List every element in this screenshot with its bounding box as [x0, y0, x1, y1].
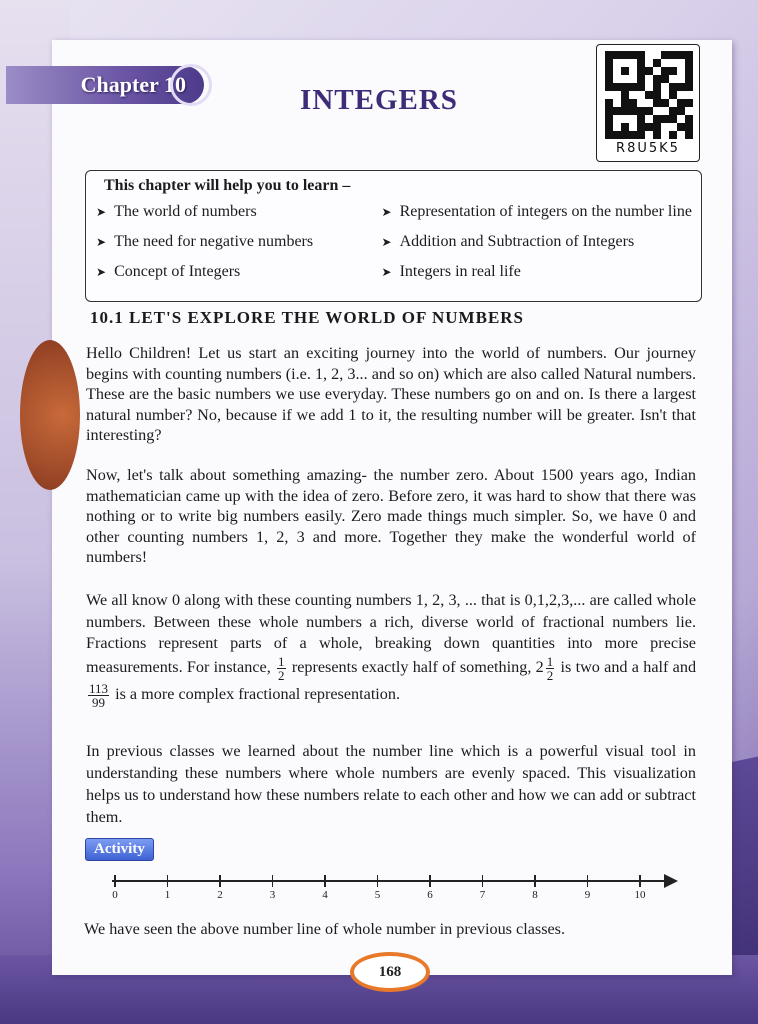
qr-module	[613, 91, 621, 99]
qr-module	[621, 75, 629, 83]
qr-module	[621, 83, 629, 91]
qr-module	[605, 91, 613, 99]
qr-module	[653, 115, 661, 123]
qr-code-text: R8U5K5	[616, 141, 680, 156]
qr-module	[645, 67, 653, 75]
number-line-tick	[587, 875, 589, 887]
paragraph-natural-numbers: Hello Children! Let us start an exciting journey into the world of numbers. Our journey begins with counting numbers (i.e. 1, 2, 3... and so on) which are also called Natural numbers. These are the basic numbers we use everyday. These numbers go on and on. Is there a largest natural number? No, because if we add 1 to it, the resulting number will be greater. Isn't that interesting?	[86, 344, 696, 444]
qr-module	[613, 99, 621, 107]
qr-module	[613, 59, 621, 67]
qr-module	[613, 67, 621, 75]
qr-module	[629, 123, 637, 131]
qr-module	[685, 67, 693, 75]
qr-module	[685, 123, 693, 131]
objective-item: ➤ Representation of integers on the number line	[381, 203, 692, 220]
qr-module	[669, 131, 677, 139]
qr-module	[685, 51, 693, 59]
qr-module	[605, 51, 613, 59]
qr-module	[669, 99, 677, 107]
qr-module	[645, 91, 653, 99]
objective-item: ➤ The world of numbers	[96, 203, 257, 220]
qr-module	[661, 107, 669, 115]
number-line-label: 2	[217, 889, 223, 901]
number-line-tick	[219, 875, 221, 887]
qr-module	[621, 123, 629, 131]
qr-module	[637, 83, 645, 91]
qr-module	[653, 51, 661, 59]
qr-module	[629, 131, 637, 139]
fraction-one-half: $\frac{1}{2}$	[278, 653, 285, 683]
qr-module	[653, 107, 661, 115]
number-line-tick	[377, 875, 379, 887]
qr-module	[637, 75, 645, 83]
objectives-right-column	[382, 199, 691, 289]
qr-module	[605, 99, 613, 107]
qr-module	[645, 107, 653, 115]
qr-module	[669, 91, 677, 99]
objective-item: ➤ The need for negative numbers	[96, 233, 314, 250]
number-line-label: 0	[112, 889, 118, 901]
qr-module	[661, 75, 669, 83]
qr-module	[653, 91, 661, 99]
arrow-bullet-icon: ➤	[381, 205, 392, 219]
qr-module	[629, 67, 637, 75]
qr-module	[613, 51, 621, 59]
qr-module	[645, 59, 653, 67]
qr-module	[661, 83, 669, 91]
qr-module	[661, 99, 669, 107]
qr-module	[637, 91, 645, 99]
arrow-right-icon	[664, 874, 678, 888]
qr-module	[685, 91, 693, 99]
qr-module	[661, 115, 669, 123]
qr-module	[629, 59, 637, 67]
qr-module	[621, 59, 629, 67]
qr-module	[629, 75, 637, 83]
number-line-label: 4	[322, 889, 328, 901]
chapter-title: INTEGERS	[300, 84, 458, 116]
qr-module	[677, 75, 685, 83]
number-line-label: 1	[164, 889, 171, 901]
qr-module	[629, 91, 637, 99]
chapter-label: Chapter 10	[80, 72, 186, 97]
learning-objectives-box	[85, 170, 702, 302]
arrow-bullet-icon: ➤	[96, 205, 107, 219]
qr-module	[621, 131, 629, 139]
qr-module	[669, 123, 677, 131]
qr-module	[669, 51, 677, 59]
qr-module	[677, 83, 685, 91]
qr-module	[629, 107, 637, 115]
qr-module	[605, 83, 613, 91]
arrow-bullet-icon: ➤	[96, 235, 107, 249]
objective-item: ➤ Integers in real life	[381, 263, 521, 280]
qr-module	[645, 75, 653, 83]
qr-module	[613, 123, 621, 131]
arrow-bullet-icon: ➤	[96, 265, 107, 279]
margin-thumb-decor	[20, 340, 80, 490]
qr-module	[637, 115, 645, 123]
qr-module	[605, 131, 613, 139]
qr-module	[669, 107, 677, 115]
qr-module	[685, 83, 693, 91]
page-number: 168	[350, 952, 430, 992]
number-line-label: 8	[532, 889, 538, 901]
qr-code-pattern	[605, 51, 693, 139]
qr-module	[629, 115, 637, 123]
qr-module	[685, 115, 693, 123]
number-line-label: 3	[269, 889, 276, 901]
qr-module	[637, 123, 645, 131]
qr-module	[645, 99, 653, 107]
qr-module	[637, 67, 645, 75]
qr-module	[685, 131, 693, 139]
qr-module	[677, 67, 685, 75]
qr-module	[653, 75, 661, 83]
number-line-label: 5	[374, 889, 381, 901]
objective-item: ➤ Concept of Integers	[96, 263, 241, 280]
qr-module	[669, 59, 677, 67]
activity-tag: Activity	[85, 838, 154, 861]
number-line-tick	[167, 875, 169, 887]
qr-module	[677, 107, 685, 115]
qr-module	[621, 115, 629, 123]
qr-module	[637, 107, 645, 115]
qr-module	[613, 115, 621, 123]
qr-module	[605, 75, 613, 83]
number-line-label: 9	[584, 889, 591, 901]
qr-module	[605, 115, 613, 123]
qr-module	[621, 51, 629, 59]
number-line-tick	[639, 875, 641, 887]
qr-module	[677, 51, 685, 59]
number-line-label: 10	[634, 889, 646, 901]
qr-module	[661, 91, 669, 99]
qr-module	[645, 115, 653, 123]
qr-module	[677, 59, 685, 67]
qr-module	[661, 131, 669, 139]
number-line-tick	[114, 875, 116, 887]
qr-module	[653, 123, 661, 131]
qr-module	[645, 131, 653, 139]
qr-module	[653, 99, 661, 107]
qr-module	[653, 83, 661, 91]
qr-module	[677, 131, 685, 139]
qr-module	[629, 99, 637, 107]
objectives-left-column	[96, 199, 394, 289]
qr-module	[669, 115, 677, 123]
paragraph-number-line-note: We have seen the above number line of whole number in previous classes.	[84, 920, 566, 938]
qr-module	[621, 67, 629, 75]
qr-module	[661, 59, 669, 67]
arrow-bullet-icon: ➤	[381, 235, 392, 249]
fraction-113-99: $\frac{113}{99}$	[89, 680, 109, 710]
qr-module	[621, 99, 629, 107]
number-line-tick	[482, 875, 484, 887]
qr-module	[645, 51, 653, 59]
qr-module	[653, 67, 661, 75]
qr-module	[677, 91, 685, 99]
number-line-tick	[429, 875, 431, 887]
qr-module	[621, 91, 629, 99]
qr-module	[613, 107, 621, 115]
qr-module	[685, 75, 693, 83]
qr-module	[661, 123, 669, 131]
qr-module	[613, 131, 621, 139]
qr-module	[685, 99, 693, 107]
qr-module	[661, 67, 669, 75]
qr-module	[613, 83, 621, 91]
qr-module	[685, 59, 693, 67]
qr-module	[605, 107, 613, 115]
qr-module	[669, 75, 677, 83]
qr-module	[669, 83, 677, 91]
paragraph-number-line: In previous classes we learned about the number line which is a powerful visual tool in understanding these numbers where whole numbers are evenly spaced. This visualization helps us to understand how these numbers relate to each other and how we can add or subtract them.	[86, 742, 696, 826]
qr-module	[677, 115, 685, 123]
qr-module	[653, 59, 661, 67]
qr-module	[637, 131, 645, 139]
fraction-two-and-half: $\frac{1}{2}$	[546, 653, 554, 683]
qr-module	[669, 67, 677, 75]
number-line-tick	[534, 875, 536, 887]
qr-module	[605, 67, 613, 75]
qr-module	[605, 59, 613, 67]
qr-module	[677, 123, 685, 131]
qr-module	[637, 59, 645, 67]
qr-module	[637, 99, 645, 107]
qr-code[interactable]	[596, 44, 700, 162]
number-line-axis	[112, 880, 672, 882]
number-line-label: 7	[479, 889, 486, 901]
learning-objectives-title: This chapter will help you to learn –	[104, 177, 351, 194]
number-line-tick	[324, 875, 326, 887]
number-line-tick	[272, 875, 274, 887]
paragraph-whole-numbers: We all know 0 along with these counting numbers 1, 2, 3, ... that is 0,1,2,3,... are called whole numbers. Between these whole numbers a rich, diverse world of fractional numbers lie. Fractions represent parts of a whole, breaking down quantities into more precise measurements. For instance, $\frac{1}{2}$ represents exactly half of something, 2 $\frac{1}{2}$ is two and a half and $\frac{113}{99}$ is a more complex fractional representation.	[86, 591, 697, 710]
arrow-bullet-icon: ➤	[381, 265, 392, 279]
qr-module	[661, 51, 669, 59]
qr-module	[613, 75, 621, 83]
qr-module	[629, 83, 637, 91]
qr-module	[677, 99, 685, 107]
qr-module	[629, 51, 637, 59]
qr-module	[621, 107, 629, 115]
qr-module	[653, 131, 661, 139]
paragraph-zero: Now, let's talk about something amazing- the number zero. About 1500 years ago, Indian mathematician came up with the idea of zero. Before zero, it was hard to show that there was nothing or to write big numbers easily. Zero made things much simpler. So, we have 0 and other counting numbers 1, 2, 3 and more. Together they make the wonderful world of numbers!	[86, 466, 696, 566]
qr-module	[645, 83, 653, 91]
qr-module	[605, 123, 613, 131]
qr-module	[645, 123, 653, 131]
section-heading: 10.1 LET'S EXPLORE THE WORLD OF NUMBERS	[90, 308, 525, 327]
qr-module	[637, 51, 645, 59]
objective-item: ➤ Addition and Subtraction of Integers	[381, 233, 635, 250]
qr-module	[685, 107, 693, 115]
number-line-label: 6	[427, 889, 433, 901]
